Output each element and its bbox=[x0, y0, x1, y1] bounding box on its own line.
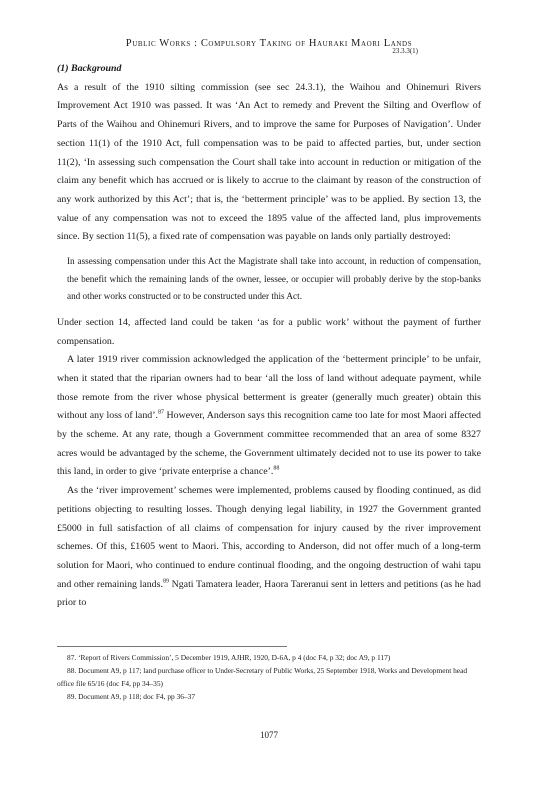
paragraph-background: As a result of the 1910 silting commission (see sec 24.3.1), the Waihou and Ohinemuri Rivers Improvement Act 1910 was passed. It was ‘An Act to remedy and Prevent the Silting and Overflow of Parts of the Waihou and Ohinemuri Rivers, and to improve the same for Purposes of Navigation’. Under section 11(1) of the 1910 Act, full compensation was to be paid to affected parties, but, under section 11(2), ‘In assessing such compensation the Court shall take into account in reduction or mitigation of the claim any benefit which has accrued or is likely to accrue to the claimant by reason of the construction of any work authorized by this Act’; that is, the ‘betterment principle’ was to be applied. By section 13, the value of any compensation was not to exceed the 1895 value of the affected land, plus improvements since. By section 11(5), a fixed rate of compensation was payable on lands only partially destroyed: bbox=[57, 81, 481, 243]
footnote-87: 87. ‘Report of Rivers Commission’, 5 December 1919, AJHR, 1920, D-6A, p 4 (doc F4, p 32; doc A9, p 117) bbox=[67, 653, 391, 662]
main-text bbox=[57, 60, 481, 613]
footnote-ref-87[interactable]: 87 bbox=[157, 410, 164, 417]
running-header: Public Works : Compulsory Taking of Hauraki Maori Lands bbox=[125, 38, 413, 49]
paragraph-section-14: Under section 14, affected land could be taken ‘as for a public work’ without the payment of further compensation. bbox=[57, 316, 481, 347]
paragraph-river-improvement bbox=[57, 482, 481, 613]
footnote-divider bbox=[57, 646, 287, 647]
paragraph-text: As the ‘river improvement’ schemes were implemented, problems caused by flooding continued, as did petitions objecting to resulting losses. Though denying legal liability, in 1927 the Government granted £5000 in full satisfaction of all claims of compensation for injury caused by the river improvement schemes. Of this, £1605 went to Maori. This, according to Anderson, did not offer much of a long-term solution for Maori, who continued to endure continual flooding, and the ongoing destruction of wahi tapu and other remaining lands. bbox=[57, 485, 481, 590]
paragraph-1919-commission bbox=[57, 351, 481, 482]
footnote-88: 88. Document A9, p 117; land purchase officer to Under-Secretary of Public Works, 25 September 1918, Works and Development head office file 65/16 (doc F4, pp 34–35) bbox=[57, 666, 468, 688]
section-number: 23.3.3(1) bbox=[392, 47, 418, 55]
block-quote: In assessing compensation under this Act the Magistrate shall take into account, in reduction of compensation, the benefit which the remaining lands of the owner, lessee, or occupier will probably derive by the stop-banks and other works constructed or to be constructed under this Act. bbox=[67, 256, 481, 302]
paragraph-text: A later 1919 river commission acknowledged the application of the ‘betterment principle’ to be unfair, when it stated that the riparian owners had to bear ‘all the loss of land without adequate payment, while those remote from the river whose physical betterment is greater (generally much greater) obtain this without any loss of land’. bbox=[57, 354, 481, 422]
page-number: 1077 bbox=[260, 730, 278, 740]
paragraph-text: However, Anderson says this recognition came too late for most Maori affected by the scheme. At any rate, though a Government committee recommended that an area of some 8327 acres would be advantaged by the scheme, the Government ultimately decided not to use its power to take this land, in order to give ‘private enterprise a chance’. bbox=[57, 410, 481, 478]
section-heading: (1) Background bbox=[57, 63, 122, 74]
footnotes bbox=[57, 652, 481, 705]
footnote-ref-88[interactable]: 88 bbox=[273, 466, 280, 473]
paragraph-text: Ngati Tamatera leader, Haora Tareranui sent in letters and petitions (as he had prior to bbox=[57, 578, 481, 609]
footnote-ref-89[interactable]: 89 bbox=[162, 578, 169, 585]
footnote-89: 89. Document A9, p 118; doc F4, pp 36–37 bbox=[67, 692, 196, 702]
